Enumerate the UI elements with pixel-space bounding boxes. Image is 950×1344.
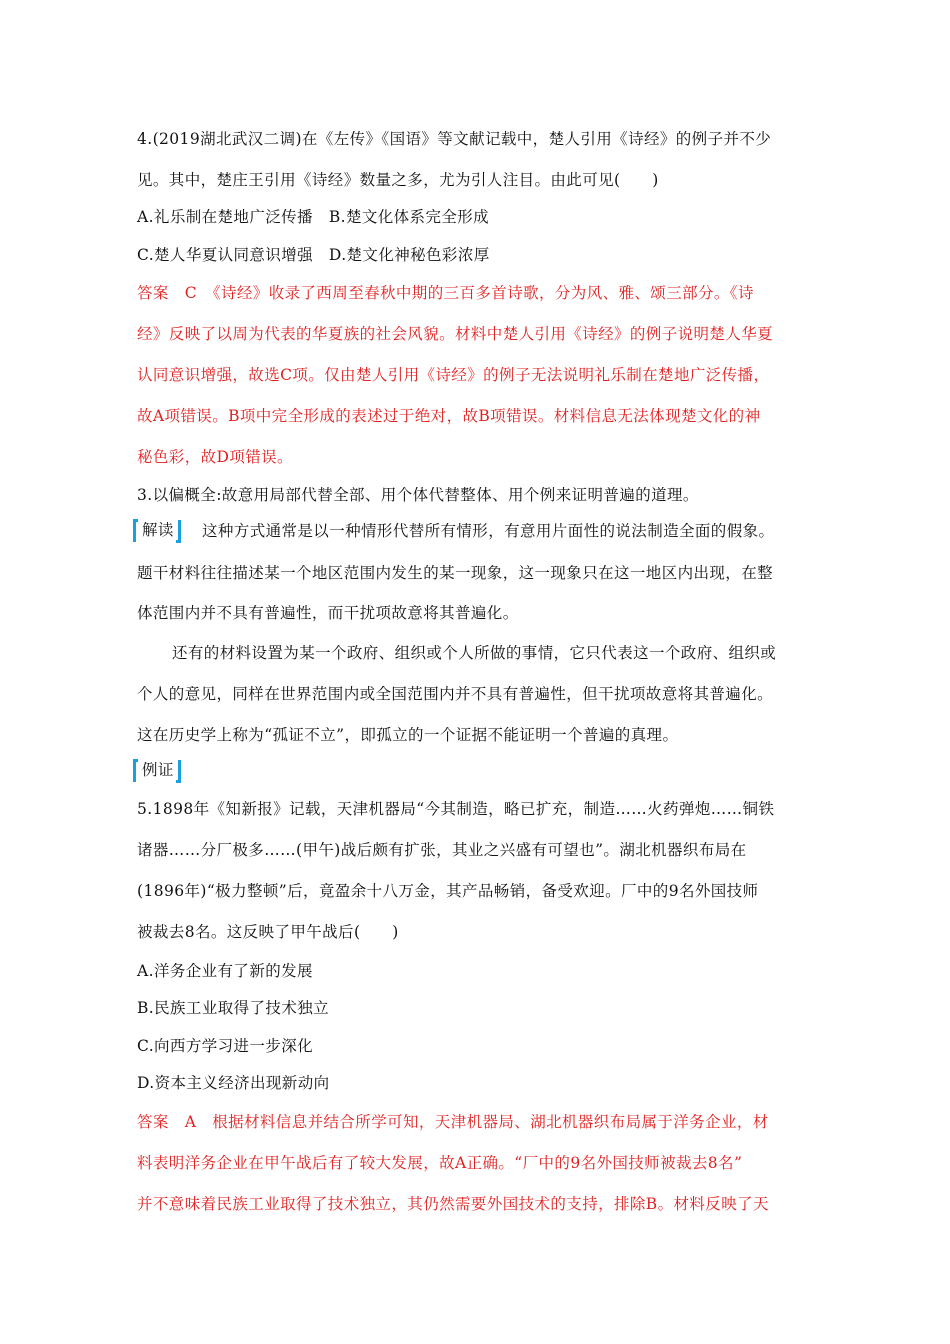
lizheng-tag: 例证 [133, 760, 181, 782]
jiedu-line-2: 题干材料往往描述某一个地区范围内发生的某一现象，这一现象只在这一地区内出现，在整 [137, 564, 774, 582]
q5-stem-line-4: 被裁去8名。这反映了甲午战后( ) [137, 923, 399, 941]
q5-option-a: A.洋务企业有了新的发展 [137, 962, 313, 980]
q5-answer-line-3: 并不意味着民族工业取得了技术独立，其仍然需要外国技术的支持，排除B。材料反映了天 [137, 1195, 769, 1213]
para2-line-1: 还有的材料设置为某一个政府、组织或个人所做的事情，它只代表这一个政府、组织或 [172, 644, 777, 662]
q4-option-cd: C.楚人华夏认同意识增强 D.楚文化神秘色彩浓厚 [137, 246, 490, 264]
q5-stem-line-3: (1896年)“极力整顿”后，竟盈余十八万金，其产品畅销，备受欢迎。厂中的9名外国技师 [137, 882, 759, 900]
q5-stem-line-1: 5.1898年《知新报》记载，天津机器局“今其制造，略已扩充，制造……火药弹炮……铜铁 [137, 800, 775, 818]
q4-answer-line-5: 秘色彩，故D项错误。 [137, 448, 293, 466]
q4-stem-line-1: 4.(2019湖北武汉二调)在《左传》《国语》等文献记载中，楚人引用《诗经》的例子并不少 [137, 130, 772, 148]
q5-stem-line-2: 诸器……分厂极多……(甲午)战后颇有扩张，其业之兴盛有可望也”。湖北机器织布局在 [137, 841, 747, 859]
q4-answer-line-4: 故A项错误。B项中完全形成的表述过于绝对，故B项错误。材料信息无法体现楚文化的神 [137, 407, 761, 425]
section3-heading: 3.以偏概全:故意用局部代替全部、用个体代替整体、用个例来证明普遍的道理。 [137, 486, 699, 504]
q5-option-b: B.民族工业取得了技术独立 [137, 999, 330, 1017]
para2-line-2: 个人的意见，同样在世界范围内或全国范围内并不具有普遍性，但干扰项故意将其普遍化。 [137, 685, 774, 703]
q5-answer-line-2: 料表明洋务企业在甲午战后有了较大发展，故A正确。“厂中的9名外国技师被裁去8名” [137, 1154, 743, 1172]
jiedu-line-3: 体范围内并不具有普遍性，而干扰项故意将其普遍化。 [137, 604, 519, 622]
q4-option-ab: A.礼乐制在楚地广泛传播 B.楚文化体系完全形成 [137, 208, 490, 226]
q4-answer-line-3: 认同意识增强，故选C项。仅由楚人引用《诗经》的例子无法说明礼乐制在楚地广泛传播， [137, 366, 770, 384]
q5-option-d: D.资本主义经济出现新动向 [137, 1074, 330, 1092]
para2-line-3: 这在历史学上称为“孤证不立”，即孤立的一个证据不能证明一个普遍的真理。 [137, 726, 679, 744]
q4-stem-line-2: 见。其中，楚庄王引用《诗经》数量之多，尤为引人注目。由此可见( ) [137, 171, 659, 189]
q4-answer-line-1: 答案 C 《诗经》收录了西周至春秋中期的三百多首诗歌，分为风、雅、颂三部分。《诗 [137, 284, 754, 302]
jiedu-line-1: 这种方式通常是以一种情形代替所有情形，有意用片面性的说法制造全面的假象。 [202, 522, 775, 540]
jiedu-tag: 解读 [133, 520, 181, 542]
q5-answer-line-1: 答案 A 根据材料信息并结合所学可知，天津机器局、湖北机器织布局属于洋务企业，材 [137, 1113, 769, 1131]
q5-option-c: C.向西方学习进一步深化 [137, 1037, 314, 1055]
q4-answer-line-2: 经》反映了以周为代表的华夏族的社会风貌。材料中楚人引用《诗经》的例子说明楚人华夏 [137, 325, 774, 343]
